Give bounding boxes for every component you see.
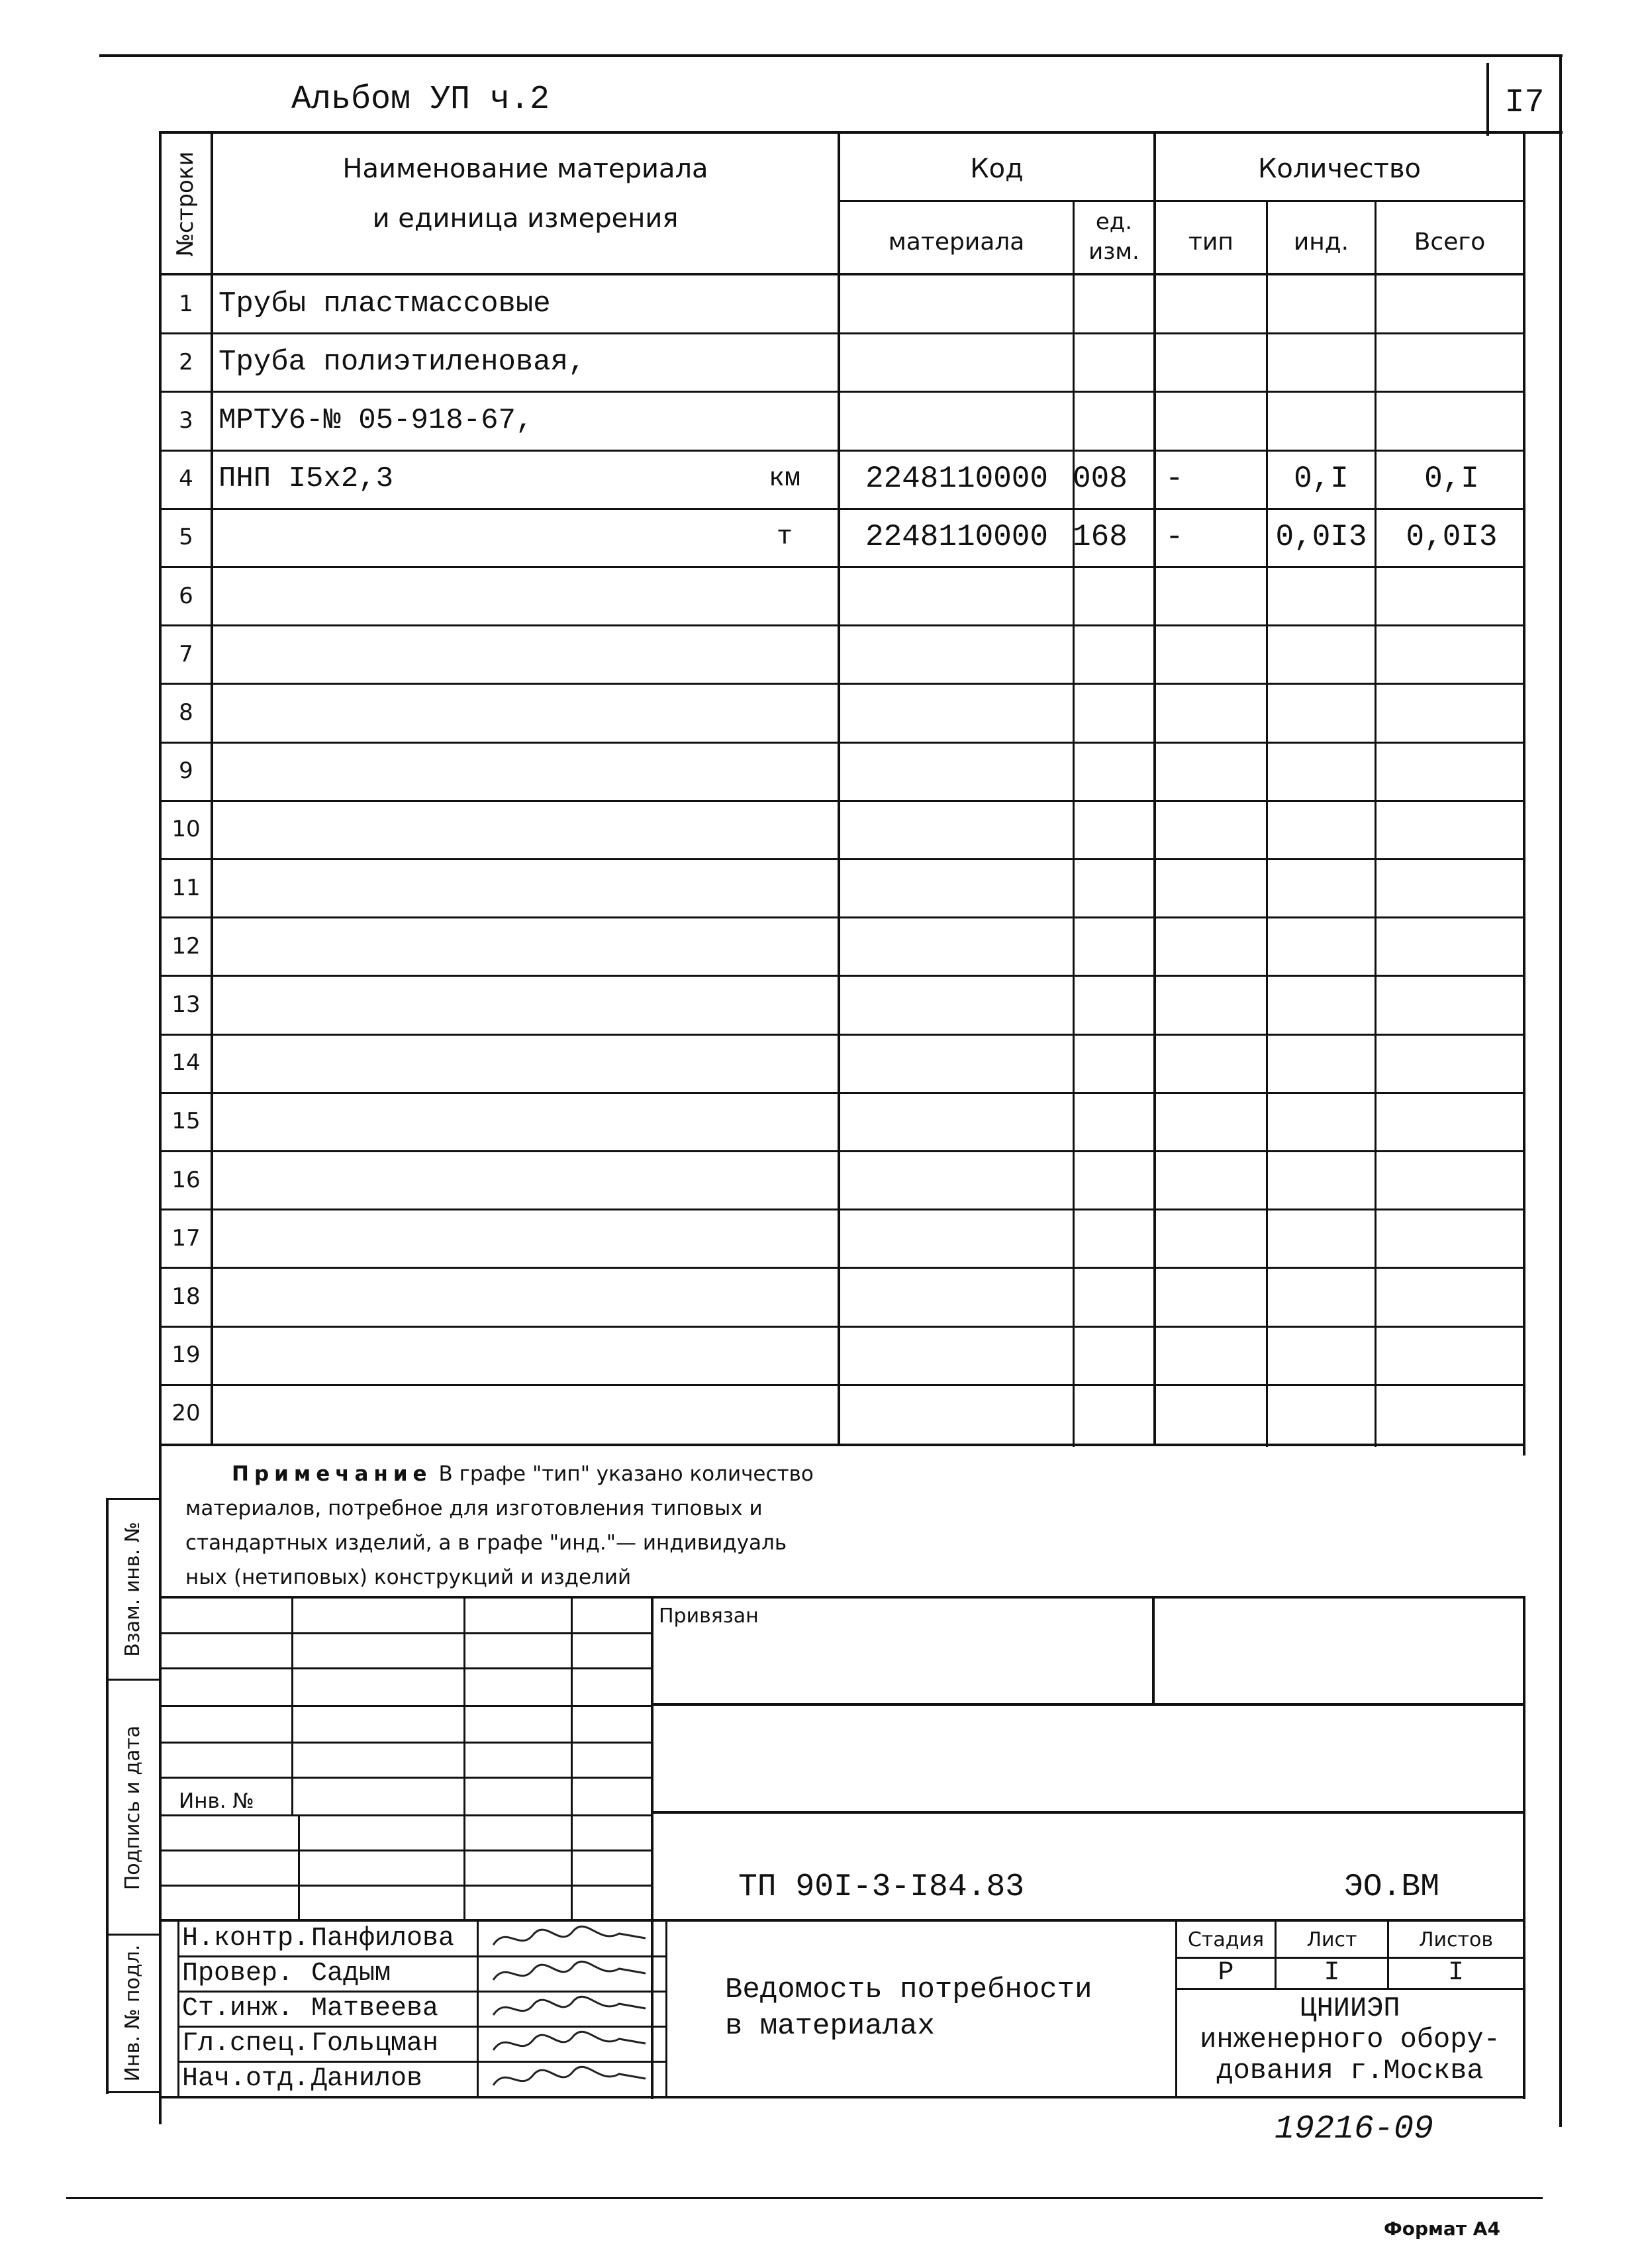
row-number: 10 [171, 816, 201, 843]
row-ind [1268, 976, 1375, 1032]
row-total [1380, 1093, 1523, 1150]
row-material-code [844, 626, 1069, 682]
page-number-box-left [1486, 63, 1489, 136]
row-type [1165, 684, 1258, 740]
row-type [1165, 1268, 1258, 1324]
col-sep-unit [1153, 131, 1156, 1446]
row-ind [1268, 918, 1375, 974]
stamp-right [1523, 1596, 1525, 2099]
row-unit: км [768, 464, 800, 494]
row-number: 13 [171, 991, 201, 1018]
row-type: - [1165, 520, 1184, 555]
row-ind [1268, 743, 1375, 799]
row-ind [1268, 626, 1375, 682]
row-total [1380, 976, 1523, 1032]
row-name: Трубы пластмассовые [218, 287, 551, 320]
row-number: 12 [171, 932, 201, 960]
row-unit [735, 743, 834, 799]
row-number: 4 [179, 466, 193, 493]
sheets-value: I [1447, 1957, 1464, 1988]
grid-h5 [159, 1777, 652, 1779]
person-name: Панфилова [311, 1923, 455, 1953]
row-type [1165, 1152, 1258, 1208]
person-name: Гольцман [311, 2028, 439, 2059]
row-unit-code [1073, 918, 1152, 974]
project-code: ТП 90I-3-I84.83 [738, 1869, 1025, 1905]
row-ind [1268, 275, 1375, 332]
row-material-code [844, 743, 1069, 799]
row-type [1165, 743, 1258, 799]
row-material-code [844, 684, 1069, 740]
row-ind [1268, 1385, 1375, 1442]
signature-date-label: Подпись и дата [121, 1725, 144, 1891]
row-number: 15 [171, 1108, 201, 1135]
person-name: Данилов [311, 2063, 423, 2094]
row-number: 3 [179, 407, 193, 434]
right-border [1559, 54, 1562, 2127]
row-total [1380, 392, 1523, 448]
row-type [1165, 976, 1258, 1032]
row-total [1380, 743, 1523, 799]
row-name [218, 1035, 814, 1091]
sheet-value: I [1324, 1957, 1340, 1988]
row-total [1380, 918, 1523, 974]
grid-v4 [298, 1814, 300, 1920]
row-ind: 0,I [1294, 462, 1349, 497]
grid-h1 [159, 1632, 652, 1634]
grid-v5 [463, 1814, 465, 1920]
top-border [99, 54, 1563, 57]
row-name [218, 1210, 814, 1266]
row-name [218, 1385, 814, 1442]
person-role: Нач.отд. [182, 2063, 310, 2094]
row-total [1380, 684, 1523, 740]
row-unit-code [1073, 801, 1152, 858]
row-unit-code [1073, 1327, 1152, 1383]
row-unit-code [1073, 275, 1152, 332]
inv-no-label: Инв. № [179, 1789, 254, 1813]
row-name [218, 976, 814, 1032]
stamp-line-a [651, 1703, 1525, 1706]
row-unit [735, 918, 834, 974]
note-line1: В графе "тип" указано количество [438, 1462, 814, 1486]
row-unit [735, 976, 834, 1032]
unit-header-line2: изм. [1088, 238, 1139, 265]
row-total: 0,0I3 [1406, 520, 1498, 555]
row-unit: т [776, 522, 793, 552]
row-name [218, 626, 814, 682]
stage-label: Стадия [1187, 1928, 1265, 1951]
row-total [1380, 1210, 1523, 1266]
row-material-code [844, 1385, 1069, 1442]
row-name [218, 743, 814, 799]
sheet-code: ЭО.ВМ [1344, 1869, 1440, 1905]
row-material-code: 2248110000 [865, 462, 1049, 497]
row-unit [735, 684, 834, 740]
name-header-line1: Наименование материала [342, 154, 708, 184]
grid-h8 [159, 1885, 652, 1887]
row-unit-code [1073, 684, 1152, 740]
row-type [1165, 1035, 1258, 1091]
row-material-code [844, 918, 1069, 974]
row-name: Труба полиэтиленовая, [218, 345, 586, 379]
row-total [1380, 626, 1523, 682]
row-name [218, 801, 814, 858]
person-role: Ст.инж. [182, 1993, 294, 2024]
row-unit [735, 1268, 834, 1324]
row-ind [1268, 860, 1375, 916]
row-type [1165, 1210, 1258, 1266]
header-subline [839, 200, 1524, 202]
row-material-code [844, 567, 1069, 624]
row-unit-code [1073, 334, 1152, 390]
row-ind [1268, 567, 1375, 624]
row-material-code [844, 1035, 1069, 1091]
grid-v6 [571, 1814, 573, 1920]
row-unit [735, 1210, 834, 1266]
row-unit [735, 1327, 834, 1383]
stamp-top [159, 1596, 1523, 1599]
album-title: Альбом УП ч.2 [291, 80, 550, 119]
row-material-code [844, 392, 1069, 448]
row-ind [1268, 1093, 1375, 1150]
material-code-header: материала [888, 228, 1025, 256]
grid-h7 [159, 1849, 652, 1851]
row-ind [1268, 1035, 1375, 1091]
row-name: МРТУ6-№ 05-918-67, [218, 403, 534, 437]
people-left [177, 1920, 179, 2098]
row-unit [735, 860, 834, 916]
row-unit-code: 008 [1073, 462, 1128, 497]
row-name [218, 860, 814, 916]
grid-h6 [159, 1814, 652, 1816]
row-name [218, 1268, 814, 1324]
row-type [1165, 801, 1258, 858]
row-material-code [844, 1152, 1069, 1208]
row-number: 7 [179, 640, 193, 667]
row-unit-code [1073, 392, 1152, 448]
row-type [1165, 1093, 1258, 1150]
row-number: 2 [179, 348, 193, 375]
row-ind [1268, 1152, 1375, 1208]
person-role: Провер. [182, 1958, 294, 1989]
row-material-code [844, 801, 1069, 858]
people-right [665, 1920, 667, 2098]
row-type [1165, 1385, 1258, 1442]
row-material-code [844, 860, 1069, 916]
ind-header: инд. [1293, 228, 1349, 256]
row-number: 6 [179, 582, 193, 609]
row-unit [735, 1035, 834, 1091]
row-unit [735, 626, 834, 682]
row-type [1165, 392, 1258, 448]
row-name [218, 1327, 814, 1383]
row-name [218, 684, 814, 740]
people-sep1 [477, 1920, 479, 2098]
row-type [1165, 567, 1258, 624]
row-number-header: №строки [172, 151, 199, 257]
row-material-code [844, 1210, 1069, 1266]
note-title: Примечание [232, 1462, 432, 1486]
footer-line [66, 2197, 1543, 2199]
row-unit-code [1073, 743, 1152, 799]
sheet-label: Лист [1306, 1928, 1357, 1951]
row-unit-code [1073, 976, 1152, 1032]
page-number: I7 [1504, 83, 1545, 122]
row-type [1165, 1327, 1258, 1383]
signature-icon [487, 1922, 659, 1955]
row-total [1380, 334, 1523, 390]
row-number: 5 [179, 524, 193, 551]
row-total [1380, 1385, 1523, 1442]
vzam-inv-label: Взам. инв. № [121, 1522, 144, 1657]
row-ind: 0,0I3 [1275, 520, 1367, 555]
row-type [1165, 626, 1258, 682]
row-unit-code [1073, 626, 1152, 682]
row-material-code [844, 334, 1069, 390]
name-header-line2: и единица измерения [372, 203, 679, 234]
row-unit-code: 168 [1073, 520, 1128, 555]
signature-icon [487, 2062, 659, 2095]
row-unit [735, 392, 834, 448]
code-header: Код [970, 154, 1024, 184]
signature-icon [487, 1992, 659, 2025]
row-total [1380, 1327, 1523, 1383]
row-material-code: 2248110000 [865, 520, 1049, 555]
row-ind [1268, 334, 1375, 390]
sheets-label: Листов [1418, 1928, 1494, 1951]
doc-title-line1: Ведомость потребности [725, 1973, 1092, 2006]
row-material-code [844, 1268, 1069, 1324]
row-unit-code [1073, 1385, 1152, 1442]
row-ind [1268, 392, 1375, 448]
signature-icon [487, 2027, 659, 2060]
row-material-code [844, 275, 1069, 332]
note-line4: ных (нетиповых) конструкций и изделий [185, 1565, 632, 1589]
stamp-line-b [651, 1811, 1525, 1814]
row-total: 0,I [1424, 462, 1479, 497]
row-ind [1268, 1210, 1375, 1266]
inv-podl-label: Инв. № подл. [121, 1944, 144, 2082]
person-name: Садым [311, 1958, 391, 1989]
row-total [1380, 275, 1523, 332]
row-number: 8 [179, 699, 193, 726]
stage-value: Р [1218, 1957, 1234, 1988]
doc-title-line2: в материалах [725, 2010, 935, 2043]
row-total [1380, 860, 1523, 916]
row-number: 17 [171, 1224, 201, 1252]
org-line1: ЦНИИЭП [1300, 1993, 1400, 2024]
archive-number: 19216-09 [1275, 2110, 1434, 2148]
row-unit [735, 1093, 834, 1150]
row-number: 14 [171, 1050, 201, 1077]
person-name: Матвеева [311, 1993, 439, 2024]
col-sep-ind [1375, 202, 1376, 1447]
margin-strip-left [106, 1498, 109, 2094]
row-type: - [1165, 462, 1184, 497]
row-number: 16 [171, 1166, 201, 1193]
org-line2: инженерного обору- [1200, 2024, 1500, 2055]
row-unit-code [1073, 860, 1152, 916]
signature-icon [487, 1957, 659, 1990]
person-role: Н.контр. [182, 1923, 310, 1953]
row-type [1165, 918, 1258, 974]
row-material-code [844, 1327, 1069, 1383]
row-number: 20 [171, 1400, 201, 1427]
row-material-code [844, 1093, 1069, 1150]
row-ind [1268, 801, 1375, 858]
note-line3: стандартных изделий, а в графе "инд."— индивидуаль [185, 1531, 787, 1555]
row-unit [735, 801, 834, 858]
row-number: 9 [179, 758, 193, 785]
total-header: Всего [1414, 228, 1486, 256]
org-line3: дования г.Москва [1216, 2055, 1484, 2087]
grid-h2 [159, 1667, 652, 1669]
row-type [1165, 275, 1258, 332]
row-total [1380, 801, 1523, 858]
row-number: 11 [171, 874, 201, 901]
row-number: 18 [171, 1283, 201, 1310]
row-number: 19 [171, 1342, 201, 1369]
row-unit-code [1073, 1035, 1152, 1091]
row-name [218, 1093, 814, 1150]
privyazan-divider [1152, 1596, 1155, 1705]
format-label: Формат А4 [1384, 2217, 1500, 2240]
table-top [159, 131, 1563, 134]
row-unit [735, 275, 834, 332]
table-bottom [159, 1444, 1524, 1446]
row-number: 1 [179, 290, 193, 317]
row-unit-code [1073, 1210, 1152, 1266]
note-block [185, 1457, 980, 1595]
row-ind [1268, 1327, 1375, 1383]
row-total [1380, 1268, 1523, 1324]
row-name [218, 509, 814, 566]
row-total [1380, 1152, 1523, 1208]
grid-h3 [159, 1705, 652, 1707]
row-name: ПНП I5x2,3 [218, 462, 394, 496]
row-name [218, 1152, 814, 1208]
privyazan-label: Привязан [659, 1604, 759, 1628]
row-ind [1268, 684, 1375, 740]
row-ind [1268, 1268, 1375, 1324]
type-header: тип [1188, 228, 1233, 256]
row-material-code [844, 976, 1069, 1032]
note-line2: материалов, потребное для изготовления типовых и [185, 1497, 763, 1520]
row-name [218, 567, 814, 624]
row-unit-code [1073, 567, 1152, 624]
table-right-inner [1523, 131, 1525, 1455]
row-total [1380, 567, 1523, 624]
quantity-header: Количество [1257, 154, 1421, 184]
col-sep-name [838, 131, 840, 1446]
row-unit-code [1073, 1152, 1152, 1208]
row-unit [735, 1152, 834, 1208]
unit-header-line1: ед. [1095, 209, 1133, 235]
row-unit [735, 1385, 834, 1442]
col-sep-rowno [211, 131, 213, 1446]
row-unit [735, 334, 834, 390]
row-unit [735, 567, 834, 624]
stamp-bottom [159, 2096, 1525, 2098]
person-role: Гл.спец. [182, 2028, 310, 2059]
row-type [1165, 334, 1258, 390]
grid-h4 [159, 1742, 652, 1744]
row-unit-code [1073, 1268, 1152, 1324]
row-total [1380, 1035, 1523, 1091]
row-name [218, 918, 814, 974]
row-type [1165, 860, 1258, 916]
row-unit-code [1073, 1093, 1152, 1150]
